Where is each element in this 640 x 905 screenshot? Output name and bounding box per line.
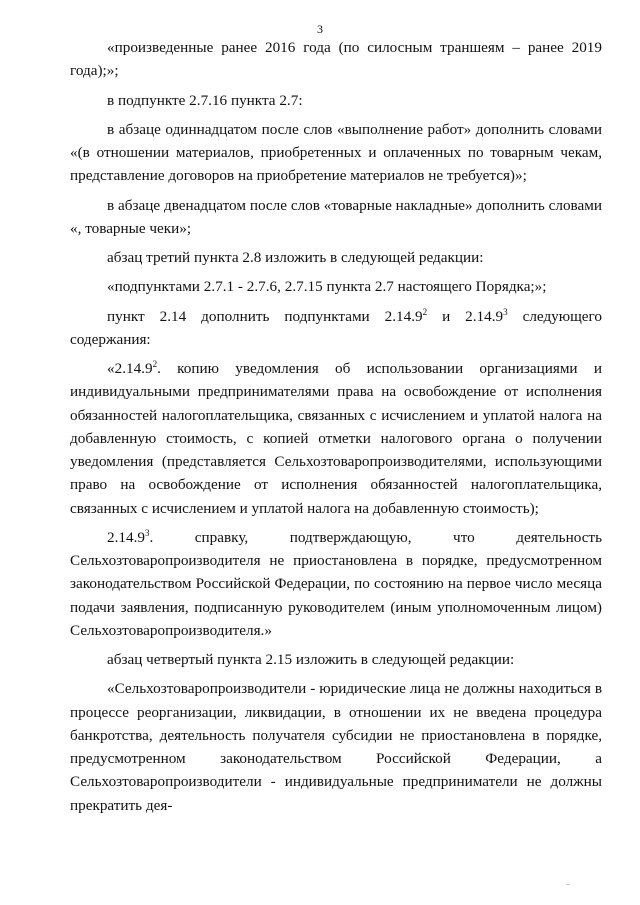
document-body [70,36,602,817]
footer-mark: .. [566,878,570,887]
paragraph-8 [70,357,602,520]
paragraph-8-text-a: «2.14.9 [107,360,153,377]
paragraph-7-text-c: следующего содержания: [70,307,602,348]
paragraph-8-text-b: . копию уведомления об использовании организациями и индивидуальными предпринимателями права на освобождение от исполнения обязанностей налогоплательщика, связанных с исчислением и уплатой налога на добавленную стоимость, с копией отметки налогового органа о получении уведомления (представляется Сельхозтоваропроизводителями, использующими право на освобождение от исполнения обязанностей налогоплательщика, связанных с исчислением и уплатой налога на добавленную стоимость); [70,360,602,517]
paragraph-9 [70,526,602,642]
paragraph-2: в подпункте 2.7.16 пункта 2.7: [107,91,303,109]
paragraph-7-text-b: и 2.14.9 [427,307,504,325]
paragraph-6: «подпунктами 2.7.1 - 2.7.6, 2.7.15 пункта 2.7 настоящего Порядка;»; [107,278,547,296]
page-number: 3 [317,22,323,36]
paragraph-1: «произведенные ранее 2016 года (по силосным траншеям – ранее 2019 года);»; [70,39,602,80]
paragraph-5: абзац третий пункта 2.8 изложить в следующей редакции: [107,249,484,266]
paragraph-3: в абзаце одиннадцатом после слов «выполнение работ» дополнить словами «(в отношении материалов, приобретенных и оплаченных по товарным чекам, представление договоров на приобретение материалов не требуется)»; [70,120,602,185]
paragraph-7 [70,305,602,352]
superscript: 3 [144,527,150,538]
paragraph-9-text-a: 2.14.9 [107,528,145,546]
paragraph-4: в абзаце двенадцатом после слов «товарные накладные» дополнить словами «, товарные чеки»; [70,196,602,237]
paragraph-9-text-b: . справку, подтверждающую, что деятельность Сельхозтоваропроизводителя не приостановлена в порядке, предусмотренном законодательством Российской Федерации, по состоянию на первое число месяца подачи заявления, подписанную руководителем (иным уполномоченным лицом) Сельхозтоваропроизводителя.» [70,528,602,639]
superscript: 3 [503,306,508,317]
paragraph-10: абзац четвертый пункта 2.15 изложить в следующей редакции: [107,651,515,668]
superscript: 2 [422,306,428,317]
paragraph-11: «Сельхозтоваропроизводители - юридические лица не должны находиться в процессе реорганизации, ликвидации, в отношении их не введена процедура банкротства, деятельность получателя субсидии не приостановлена в порядке, предусмотренном законодательством Российской Федерации, а Сельхозтоваропроизводители - индивидуальные предприниматели не должны прекратить дея- [70,680,602,814]
paragraph-7-text-a: пункт 2.14 дополнить подпунктами 2.14.9 [107,307,423,325]
superscript: 2 [152,358,158,369]
